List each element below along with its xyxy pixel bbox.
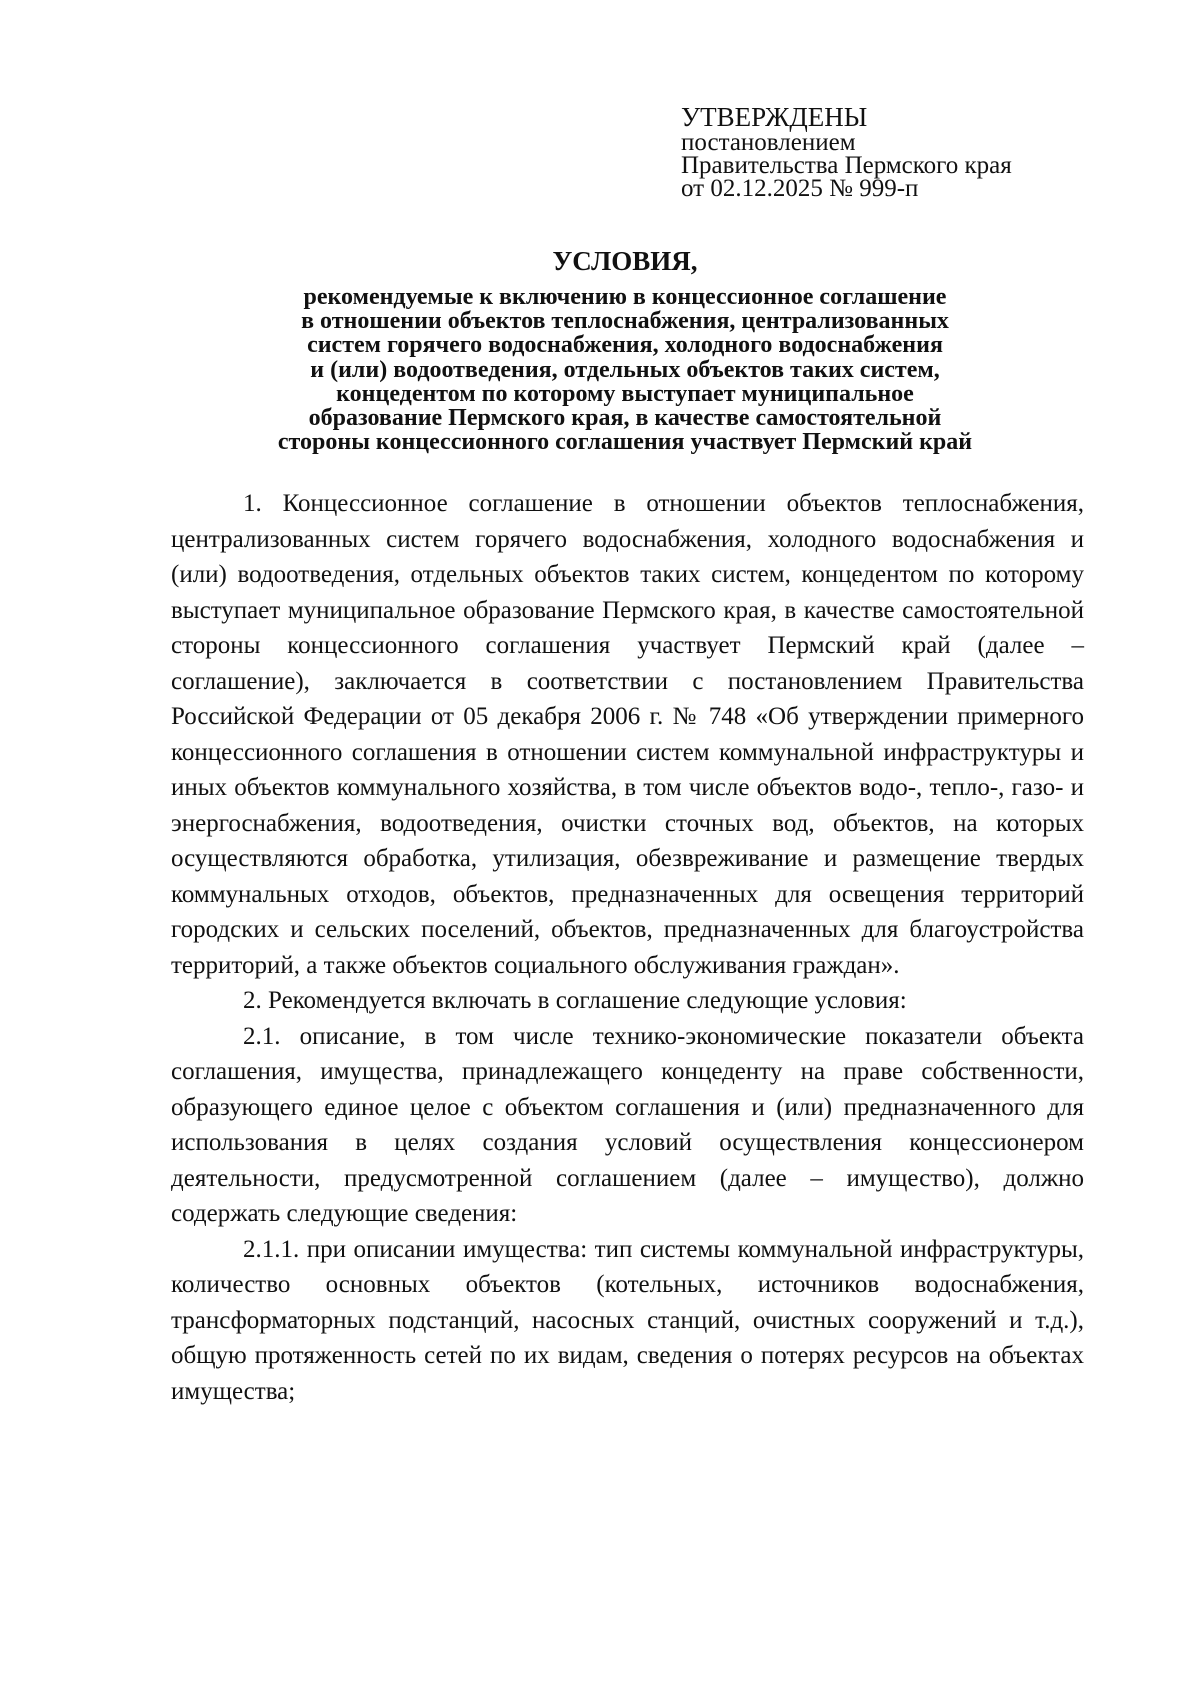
subtitle-line: рекомендуемые к включению в концессионное соглашение xyxy=(303,284,947,310)
document-subtitle xyxy=(0,285,1200,454)
approval-line: постановлением xyxy=(681,129,856,156)
subtitle-line: стороны концессионного соглашения участвует Пермский край xyxy=(277,429,973,456)
paragraph-2-1-1: 2.1.1. при описании имущества: тип системы коммунальной инфраструктуры, количество основных объектов (котельных, источников водоснабжения, трансформаторных подстанций, насосных станций, очистных сооружений и т.д.), общую протяженность сетей по их видам, сведения о потерях ресурсов на объектах имущества; xyxy=(171,1235,1084,1405)
approval-title: УТВЕРЖДЕНЫ xyxy=(681,102,868,132)
subtitle-line: систем горячего водоснабжения, холодного водоснабжения xyxy=(307,332,943,359)
approval-date: от 02.12.2025 № 999-п xyxy=(681,175,919,202)
subtitle-line: и (или) водоотведения, отдельных объектов таких систем, xyxy=(310,356,940,383)
paragraph-1: 1. Концессионное соглашение в отношении объектов теплоснабжения, централизованных систем горячего водоснабжения, холодного водоснабжения и (или) водоотведения, отдельных объектов таких систем, концедентом по которому выступает муниципальное образование Пермского края, в качестве самостоятельной стороны концессионного соглашения участвует Пермский край (далее – соглашение), заключается в соответствии с постановлением Правительства Российской Федерации от 05 декабря 2006 г. № 748 «Об утверждении примерного концессионного соглашения в отношении систем коммунальной инфраструктуры и иных объектов коммунального хозяйства, в том числе объектов водо-, тепло-, газо- и энергоснабжения, водоотведения, очистки сточных вод, объектов, на которых осуществляются обработка, утилизация, обезвреживание и размещение твердых коммунальных отходов, объектов, предназначенных для освещения территорий городских и сельских поселений, объектов, предназначенных для благоустройства территорий, а также объектов социального обслуживания граждан». xyxy=(171,490,1084,979)
subtitle-line: в отношении объектов теплоснабжения, централизованных xyxy=(301,308,949,335)
approval-line: Правительства Пермского края xyxy=(681,152,1012,179)
subtitle-line: образование Пермского края, в качестве самостоятельной xyxy=(308,405,942,432)
subtitle-line: концедентом по которому выступает муниципальное xyxy=(336,380,914,407)
approval-block xyxy=(681,104,1081,200)
paragraph-2: 2. Рекомендуется включать в соглашение следующие условия: xyxy=(243,987,907,1014)
document-body xyxy=(171,486,1084,1409)
document-title: УСЛОВИЯ, xyxy=(552,246,698,276)
paragraph-2-1: 2.1. описание, в том числе технико-экономические показатели объекта соглашения, имущества, принадлежащего концеденту на праве собственности, образующего единое целое с объектом соглашения и (или) предназначенного для использования в целях создания условий осуществления концессионером деятельности, предусмотренной соглашением (далее – имущество), должно содержать следующие сведения: xyxy=(171,1022,1084,1227)
